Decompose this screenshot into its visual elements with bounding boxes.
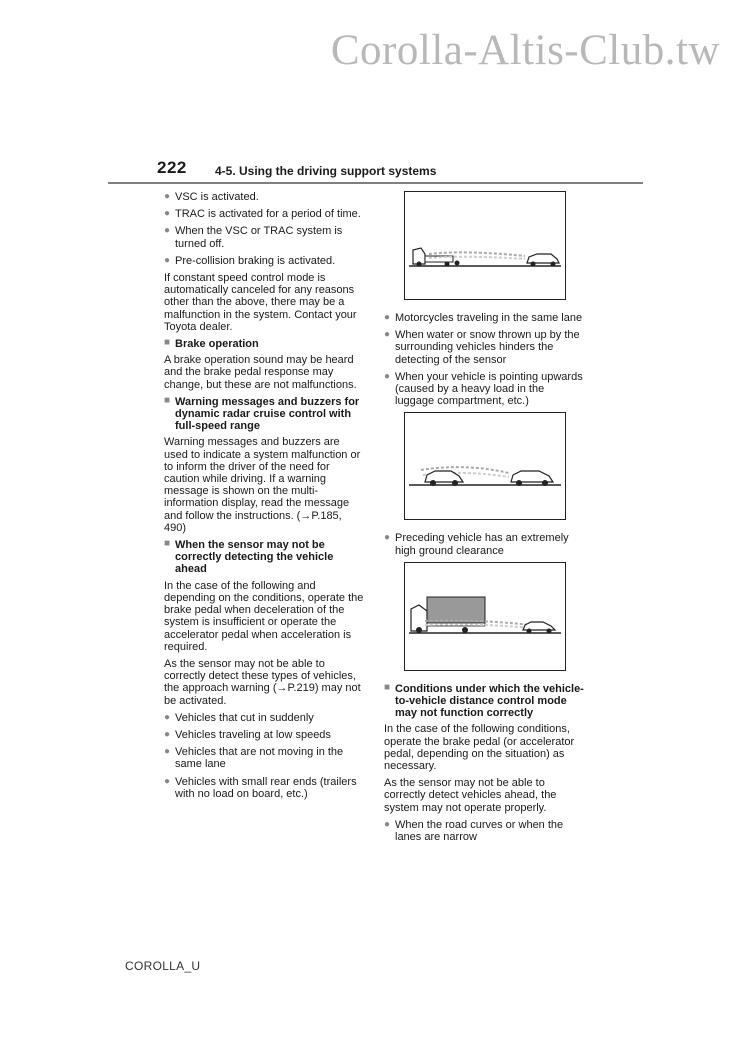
footer-model-code: COROLLA_U [125,959,201,973]
illustration-high-clearance [404,562,566,671]
page-header [157,158,642,182]
car-spray-icon [405,413,565,519]
conditions-paragraph-1: In the case of the following conditions, operate the brake pedal (or accelerator pedal, depending on the situation) as necessary. [384,723,575,773]
list-item: ● Motorcycles traveling in the same lane [384,312,586,324]
list-item: ● Preceding vehicle has an extremely high ground clearance [384,532,586,556]
conditions-paragraph-2: As the sensor may not be able to correctly detect vehicles ahead, the system may not operate properly. [384,777,557,814]
left-column [164,191,366,805]
watermark-text: Corolla-Altis-Club.tw [330,27,720,74]
list-item: ● When the road curves or when the lanes are narrow [384,819,586,843]
sensor-paragraph-2: As the sensor may not be able to correctly detect these types of vehicles, the approach warning (→P.219) may not be activated. [164,657,361,707]
brake-paragraph: A brake operation sound may be heard and the brake pedal response may change, but these are not malfunctions. [164,354,357,391]
page-number: 222 [157,158,187,177]
cancel-paragraph: If constant speed control mode is automatically canceled for any reasons other than the above, there may be a malfunction in the system. Contact your Toyota dealer. [164,272,357,333]
high-clearance-truck-icon [405,563,565,670]
section-title: 4-5. Using the driving support systems [215,164,437,178]
list-item: ● When the VSC or TRAC system is turned off. [164,225,366,249]
list-item: ● TRAC is activated for a period of time. [164,208,366,220]
list-item: ● Vehicles that cut in suddenly [164,712,366,724]
header-divider [108,182,643,184]
list-item: ● When water or snow thrown up by the surrounding vehicles hinders the detecting of the sensor [384,329,586,366]
warning-paragraph: Warning messages and buzzers are used to indicate a system malfunction or to inform the driver of the need for caution while driving. If a warning message is shown on the multi-information display, read the message and follow the instructions. (→P.185, 490) [164,436,361,534]
illustration-car-spray [404,412,566,520]
list-item: ● Pre-collision braking is activated. [164,255,366,267]
heading-conditions: ■ Conditions under which the vehicle-to-vehicle distance control mode may not function correctly [384,683,586,720]
heading-brake-operation: ■ Brake operation [164,338,366,350]
list-item: ● VSC is activated. [164,191,366,203]
list-item: ● Vehicles traveling at low speeds [164,729,366,741]
list-item: ● When your vehicle is pointing upwards (caused by a heavy load in the luggage compartment, etc.) [384,371,586,408]
heading-warning-messages: ■ Warning messages and buzzers for dynamic radar cruise control with full-speed range [164,396,366,433]
list-item: ● Vehicles that are not moving in the same lane [164,746,366,770]
illustration-truck-trailer [404,191,566,300]
heading-sensor-detection: ■ When the sensor may not be correctly detecting the vehicle ahead [164,539,366,576]
right-column [384,191,586,848]
truck-trailer-icon [405,192,565,299]
sensor-paragraph-1: In the case of the following and depending on the conditions, operate the brake pedal when deceleration of the system is insufficient or operate the accelerator pedal when acceleration is required. [164,579,364,653]
list-item: ● Vehicles with small rear ends (trailers with no load on board, etc.) [164,776,366,800]
